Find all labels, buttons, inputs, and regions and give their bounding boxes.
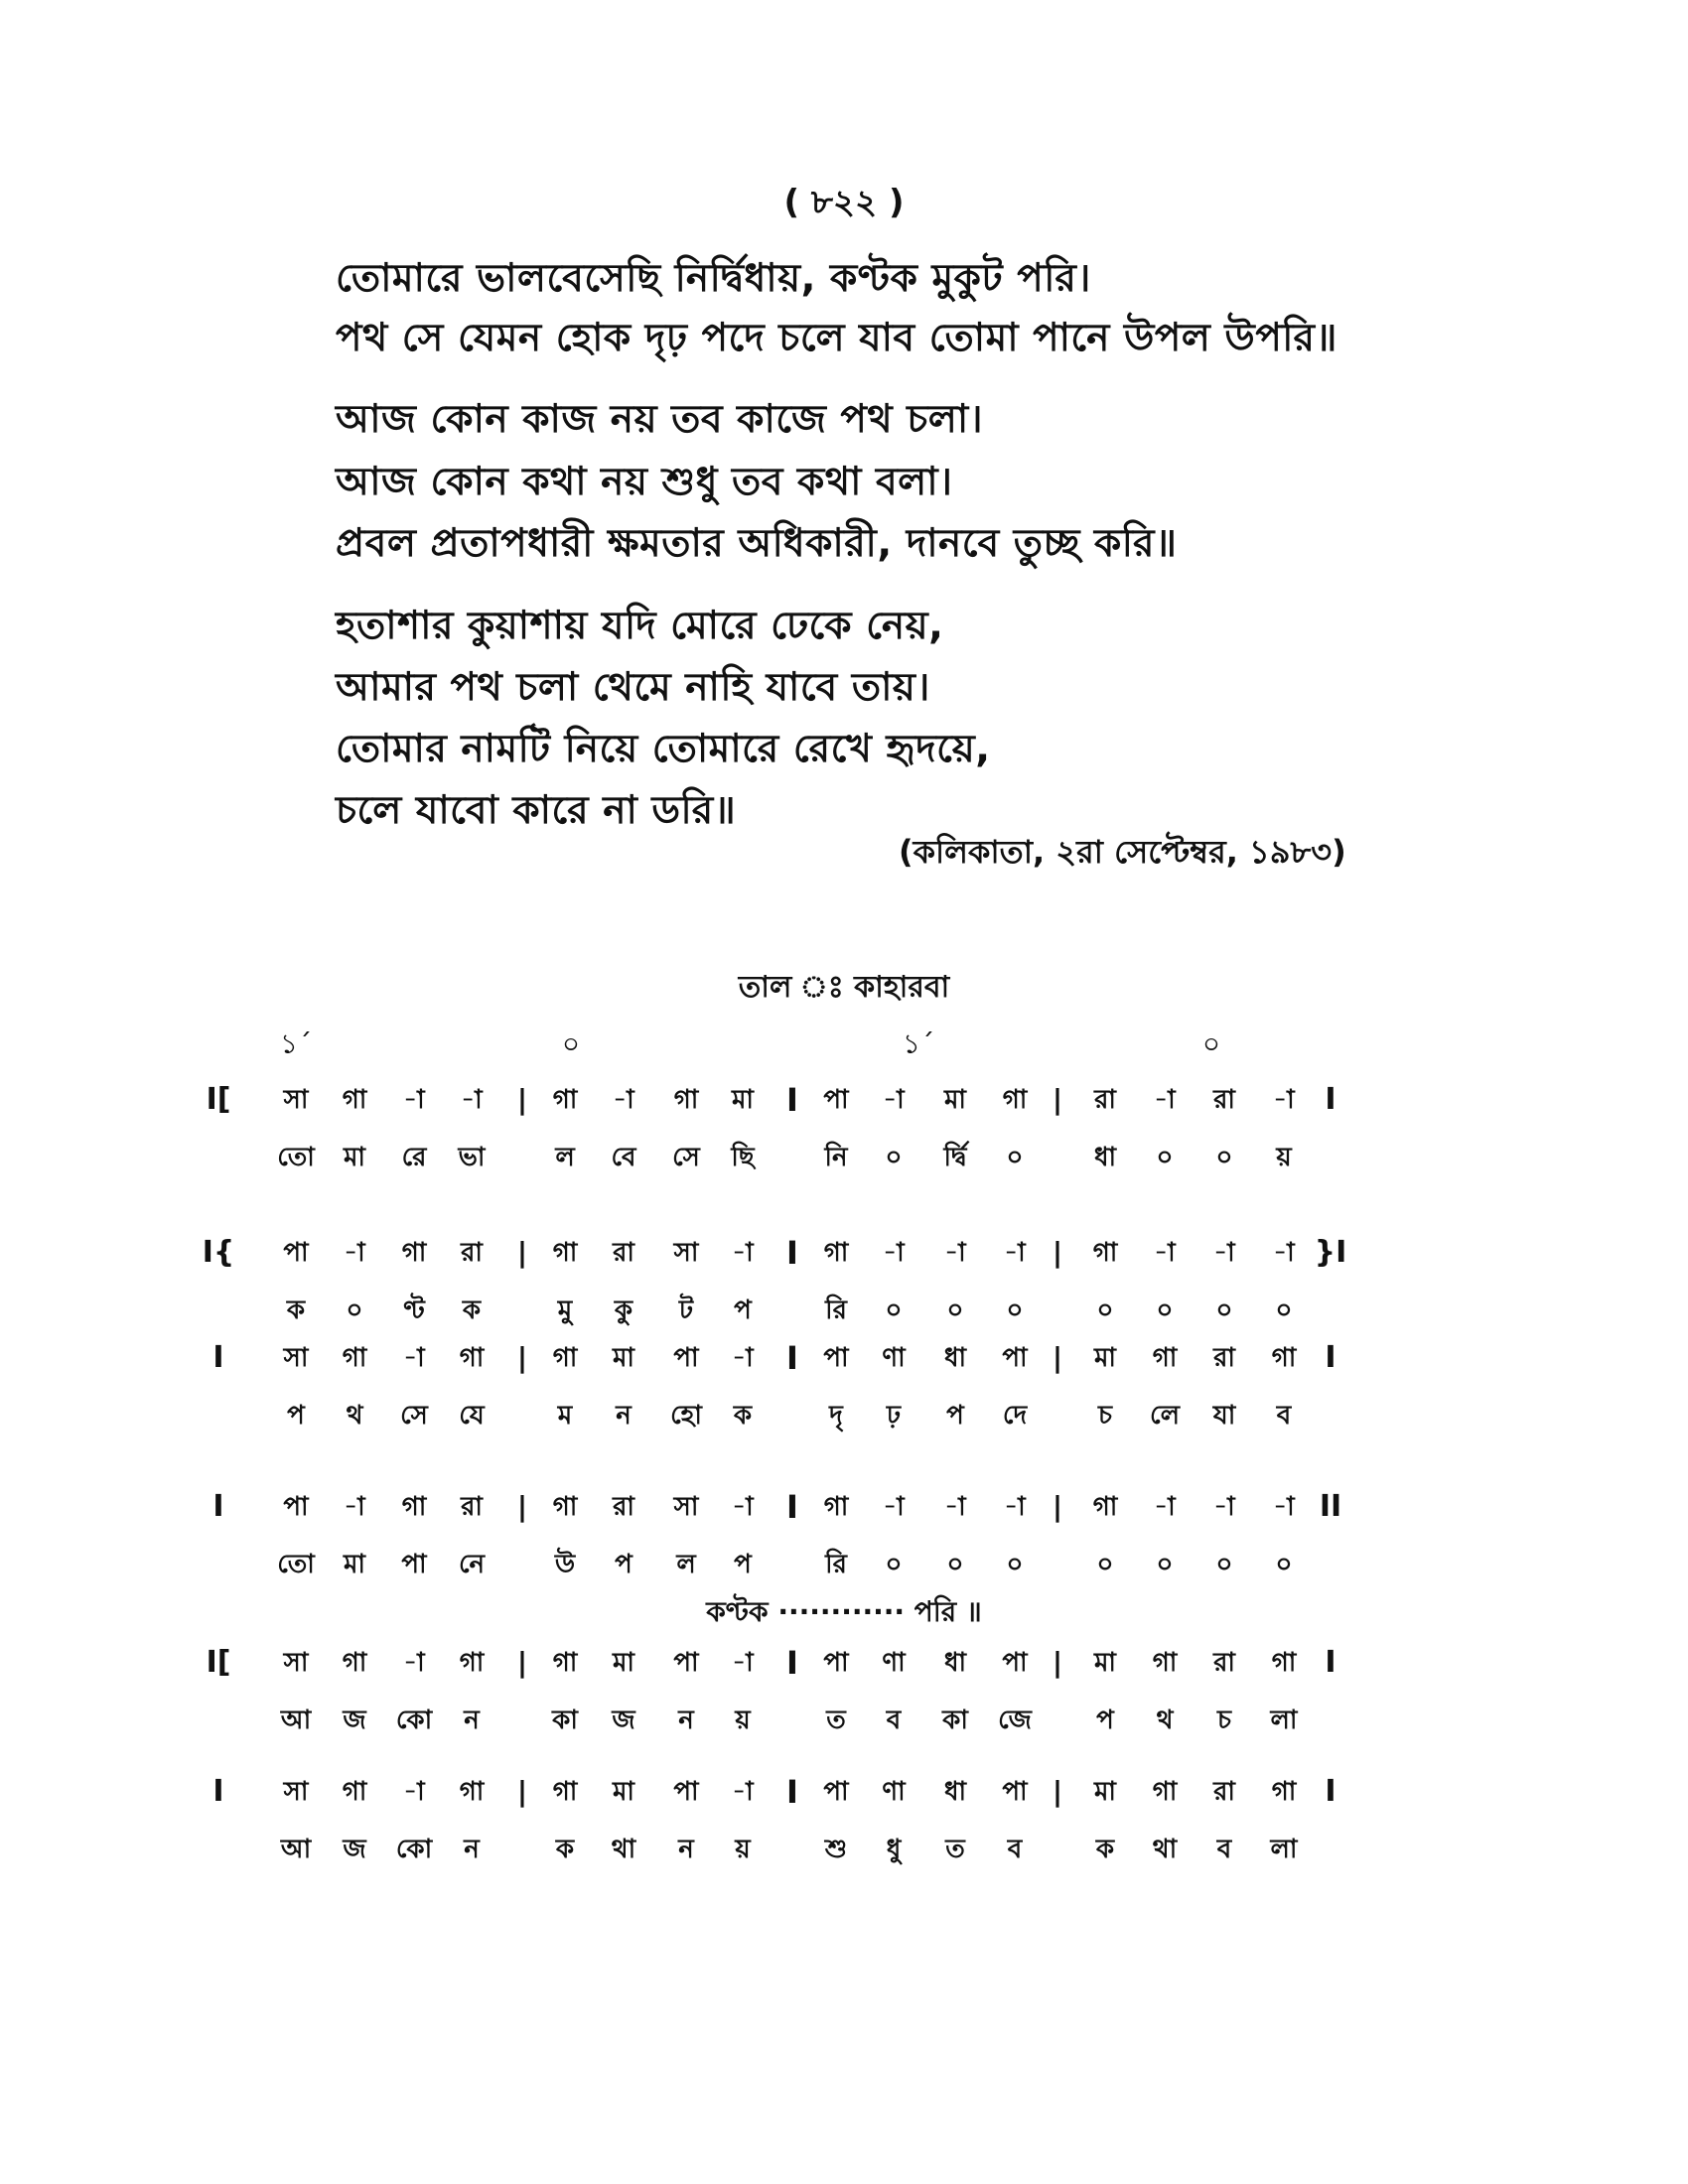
row-open-marker: I{ [202, 1235, 235, 1270]
swara-note: গা [342, 1343, 367, 1373]
bar-line: | [516, 1083, 528, 1116]
swara-note: -া [1004, 1238, 1026, 1268]
syllable: থা [1152, 1835, 1178, 1864]
syllable: চ [1216, 1706, 1232, 1735]
swara-note: গা [1092, 1238, 1118, 1268]
swara-note: -া [613, 1085, 634, 1115]
syllable: ক [286, 1296, 306, 1325]
swara-note: -া [1154, 1085, 1176, 1115]
page-number: ( ৮২২ ) [783, 183, 905, 222]
syllable: ছি [731, 1143, 755, 1172]
swara-row [0, 1333, 1688, 1383]
swara-note: -া [1273, 1238, 1295, 1268]
row-open-marker: I[ [206, 1082, 231, 1117]
beat-mark: ১´ [279, 1027, 313, 1060]
syllable: রে [401, 1143, 427, 1172]
syllable: হো [670, 1401, 702, 1431]
beat-mark: ০ [561, 1027, 581, 1060]
syllable: চ [1097, 1401, 1113, 1431]
swara-note: -া [403, 1085, 425, 1115]
swara-note: পা [823, 1343, 849, 1373]
syllable: ০ [1215, 1550, 1233, 1579]
swara-note: -া [1004, 1492, 1026, 1522]
swara-note: মা [613, 1777, 634, 1807]
syllable: র্দ্বি [943, 1143, 967, 1172]
syllable: ধু [886, 1835, 902, 1864]
swara-note: সা [283, 1343, 309, 1373]
swara-note: পা [1002, 1648, 1028, 1678]
syllable: ব [886, 1706, 902, 1735]
syllable: ব [1276, 1401, 1292, 1431]
swara-note: -া [883, 1085, 905, 1115]
swara-note: -া [732, 1492, 754, 1522]
syllable: য় [1276, 1143, 1292, 1172]
swara-note: মা [944, 1085, 966, 1115]
row-close-marker: I [1325, 1340, 1336, 1375]
lyric-line: পথ সে যেমন হোক দৃঢ় পদে চলে যাব তোমা পানে উপল উপরি॥ [336, 316, 1337, 360]
swara-note: পা [823, 1648, 849, 1678]
swara-note: -া [1273, 1492, 1295, 1522]
syllable: ০ [1275, 1296, 1293, 1325]
syllable: ০ [346, 1296, 363, 1325]
syllable: ক [1095, 1835, 1115, 1864]
swara-note: -া [1154, 1492, 1176, 1522]
swara-note: ণা [882, 1343, 906, 1373]
swara-note: -া [403, 1343, 425, 1373]
swara-note: -া [732, 1777, 754, 1807]
swara-row [0, 1075, 1688, 1125]
swara-note: রা [1213, 1085, 1235, 1115]
syllable: ণ্ট [403, 1296, 425, 1325]
swara-note: পা [823, 1085, 849, 1115]
bar-line: | [516, 1341, 528, 1374]
swara-note: মা [1094, 1648, 1116, 1678]
swara-note: পা [1002, 1343, 1028, 1373]
swara-note: সা [673, 1238, 699, 1268]
lyric-line: আজ কোন কথা নয় শুধু তব কথা বলা। [336, 460, 953, 504]
lyric-line: তোমার নামটি নিয়ে তোমারে রেখে হৃদয়ে, [336, 727, 991, 771]
syllable: ঢ় [886, 1401, 902, 1431]
swara-note: রা [613, 1238, 634, 1268]
syllable: জে [998, 1706, 1032, 1735]
swara-note: -া [403, 1648, 425, 1678]
swara-note: গা [1152, 1343, 1178, 1373]
swara-note: গা [552, 1492, 578, 1522]
syllable-row [0, 1391, 1688, 1440]
syllable: দে [1002, 1401, 1028, 1431]
syllable: লা [1270, 1835, 1298, 1864]
syllable: ০ [1006, 1550, 1024, 1579]
syllable: ০ [946, 1296, 964, 1325]
syllable: সে [400, 1401, 428, 1431]
swara-note: গা [823, 1238, 849, 1268]
syllable: তো [277, 1143, 315, 1172]
swara-note: গা [1271, 1648, 1297, 1678]
syllable: লে [1150, 1401, 1180, 1431]
syllable: তো [277, 1550, 315, 1579]
swara-note: গা [459, 1648, 485, 1678]
lyric-line: আমার পথ চলা থেমে নাহি যাবে তায়। [336, 665, 930, 710]
syllable: ত [945, 1835, 965, 1864]
swara-note: গা [552, 1648, 578, 1678]
syllable: নে [458, 1550, 486, 1579]
swara-note: রা [461, 1492, 483, 1522]
beat-mark: ১´ [902, 1027, 935, 1060]
tala-title: তাল ঃ কাহারবা [738, 970, 950, 1005]
swara-note: গা [673, 1085, 699, 1115]
swara-note: সা [283, 1777, 309, 1807]
syllable: ০ [946, 1550, 964, 1579]
swara-note: -া [1213, 1238, 1235, 1268]
syllable: দৃ [829, 1401, 843, 1431]
syllable: প [287, 1401, 305, 1431]
swara-note: -া [344, 1492, 365, 1522]
row-open-marker: I[ [206, 1645, 231, 1680]
swara-note: সা [283, 1648, 309, 1678]
bar-line: | [1052, 1236, 1063, 1269]
row-close-marker: I [1325, 1645, 1336, 1680]
swara-note: পা [283, 1492, 309, 1522]
syllable: ব [1216, 1835, 1232, 1864]
bar-line: | [516, 1646, 528, 1679]
bar-line: | [1052, 1775, 1063, 1808]
syllable: ০ [1275, 1550, 1293, 1579]
syllable: ০ [1096, 1550, 1114, 1579]
bar-line: | [516, 1775, 528, 1808]
syllable: ০ [1215, 1143, 1233, 1172]
syllable: লা [1270, 1706, 1298, 1735]
syllable: ভা [458, 1143, 486, 1172]
swara-note: -া [1213, 1492, 1235, 1522]
swara-row [0, 1767, 1688, 1817]
syllable: থা [611, 1835, 636, 1864]
syllable: ল [555, 1143, 575, 1172]
syllable: কা [942, 1706, 968, 1735]
swara-note: গা [459, 1777, 485, 1807]
swara-note: গা [1002, 1085, 1028, 1115]
syllable: থ [1156, 1706, 1174, 1735]
syllable: ক [555, 1835, 575, 1864]
syllable: ক [733, 1401, 753, 1431]
swara-note: ধা [943, 1343, 967, 1373]
bar-line: | [1052, 1083, 1063, 1116]
syllable: ব [1007, 1835, 1023, 1864]
swara-note: পা [1002, 1777, 1028, 1807]
bar-line: | [1052, 1646, 1063, 1679]
swara-note: পা [673, 1343, 699, 1373]
syllable: জ [343, 1835, 366, 1864]
lyric-line: প্রবল প্রতাপধারী ক্ষমতার অধিকারী, দানবে তুচ্ছ করি॥ [336, 521, 1178, 566]
swara-note: রা [461, 1238, 483, 1268]
row-close-marker: I [1325, 1774, 1336, 1809]
swara-note: পা [283, 1238, 309, 1268]
syllable: রি [825, 1550, 847, 1579]
swara-note: গা [552, 1238, 578, 1268]
swara-note: -া [732, 1648, 754, 1678]
syllable: য় [735, 1835, 751, 1864]
swara-note: -া [403, 1777, 425, 1807]
syllable: ম [557, 1401, 573, 1431]
row-close-marker: I [1325, 1082, 1336, 1117]
swara-note: পা [673, 1648, 699, 1678]
syllable-row [0, 1696, 1688, 1745]
beat-mark: ০ [1201, 1027, 1221, 1060]
row-open-marker: I [212, 1489, 224, 1524]
swara-note: ধা [943, 1777, 967, 1807]
swara-note: ণা [882, 1648, 906, 1678]
swara-note: মা [613, 1343, 634, 1373]
lyric-line: চলে যাবো কারে না ডরি॥ [336, 788, 737, 833]
swara-note: ণা [882, 1777, 906, 1807]
swara-note: গা [1271, 1777, 1297, 1807]
swara-row [0, 1482, 1688, 1532]
swara-note: ধা [943, 1648, 967, 1678]
syllable: ন [464, 1706, 480, 1735]
syllable: ০ [1096, 1296, 1114, 1325]
swara-note: -া [732, 1238, 754, 1268]
syllable: নি [824, 1143, 848, 1172]
syllable: প [946, 1401, 964, 1431]
syllable: থ [346, 1401, 363, 1431]
swara-note: রা [1094, 1085, 1116, 1115]
swara-note: গা [1152, 1777, 1178, 1807]
swara-row [0, 1228, 1688, 1278]
syllable: কা [552, 1706, 578, 1735]
swara-note: -া [732, 1343, 754, 1373]
bar-line: I [786, 1644, 798, 1682]
syllable: প [615, 1550, 633, 1579]
row-open-marker: I [212, 1340, 224, 1375]
swara-note: পা [823, 1777, 849, 1807]
syllable: ০ [1156, 1550, 1174, 1579]
swara-note: গা [342, 1648, 367, 1678]
swara-note: গা [342, 1085, 367, 1115]
dateline: (কলিকাতা, ২রা সেপ্টেম্বর, ১৯৮৩) [899, 833, 1346, 871]
syllable: ০ [1006, 1143, 1024, 1172]
bar-line: | [516, 1490, 528, 1523]
syllable: ০ [885, 1296, 903, 1325]
swara-note: গা [1271, 1343, 1297, 1373]
swara-note: -া [883, 1238, 905, 1268]
bar-line: I [786, 1081, 798, 1119]
syllable: জ [612, 1706, 635, 1735]
swara-note: রা [613, 1492, 634, 1522]
swara-note: সা [283, 1085, 309, 1115]
swara-note: গা [552, 1085, 578, 1115]
swara-note: গা [823, 1492, 849, 1522]
syllable-row [0, 1133, 1688, 1182]
syllable: ধা [1093, 1143, 1117, 1172]
swara-note: গা [552, 1777, 578, 1807]
swara-note: গা [401, 1492, 427, 1522]
syllable: ০ [1006, 1296, 1024, 1325]
swara-note: গা [401, 1238, 427, 1268]
bar-line: | [1052, 1490, 1063, 1523]
syllable: ০ [1156, 1296, 1174, 1325]
syllable: ০ [885, 1550, 903, 1579]
swara-note: -া [461, 1085, 483, 1115]
swara-note: গা [342, 1777, 367, 1807]
lyric-line: হতাশার কুয়াশায় যদি মোরে ঢেকে নেয়, [336, 604, 944, 648]
syllable: সে [672, 1143, 700, 1172]
swara-note: -া [1154, 1238, 1176, 1268]
syllable: ০ [1156, 1143, 1174, 1172]
bar-line: | [1052, 1341, 1063, 1374]
swara-note: পা [673, 1777, 699, 1807]
syllable: ত [826, 1706, 846, 1735]
swara-note: গা [1152, 1648, 1178, 1678]
syllable: যা [1212, 1401, 1236, 1431]
syllable: প [1096, 1706, 1114, 1735]
syllable-row [0, 1825, 1688, 1874]
swara-note: মা [613, 1648, 634, 1678]
swara-note: গা [1092, 1492, 1118, 1522]
syllable: মু [557, 1296, 573, 1325]
syllable: যে [459, 1401, 485, 1431]
swara-note: -া [1273, 1085, 1295, 1115]
swara-note: রা [1213, 1648, 1235, 1678]
swara-note: রা [1213, 1343, 1235, 1373]
swara-note: মা [732, 1085, 754, 1115]
syllable: য় [735, 1706, 751, 1735]
swara-note: -া [344, 1238, 365, 1268]
bar-line: I [786, 1488, 798, 1526]
syllable: ক [462, 1296, 482, 1325]
swara-note: -া [944, 1492, 966, 1522]
syllable: ন [616, 1401, 632, 1431]
lyric-line: তোমারে ভালবেসেছি নির্দ্বিধায়, কণ্টক মুকুট পরি। [336, 256, 1091, 301]
syllable-row [0, 1286, 1688, 1335]
syllable: আ [280, 1706, 312, 1735]
row-open-marker: I [212, 1774, 224, 1809]
syllable: শু [824, 1835, 848, 1864]
bar-line: I [786, 1773, 798, 1811]
syllable: পা [401, 1550, 427, 1579]
syllable: মা [344, 1550, 365, 1579]
syllable: কো [395, 1706, 433, 1735]
swara-note: -া [883, 1492, 905, 1522]
syllable: উ [554, 1550, 576, 1579]
syllable: প [734, 1296, 752, 1325]
lyric-line: আজ কোন কাজ নয় তব কাজে পথ চলা। [336, 397, 984, 442]
syllable-row [0, 1540, 1688, 1589]
swara-note: সা [673, 1492, 699, 1522]
syllable: ন [678, 1835, 694, 1864]
syllable: বে [611, 1143, 636, 1172]
syllable: ল [676, 1550, 696, 1579]
syllable: ট [678, 1296, 694, 1325]
syllable: মা [344, 1143, 365, 1172]
syllable: রি [825, 1296, 847, 1325]
syllable: ন [678, 1706, 694, 1735]
syllable: ন [464, 1835, 480, 1864]
syllable: কো [395, 1835, 433, 1864]
syllable: প [734, 1550, 752, 1579]
swara-note: মা [1094, 1343, 1116, 1373]
syllable: আ [280, 1835, 312, 1864]
syllable: ০ [1215, 1296, 1233, 1325]
syllable: কু [614, 1296, 633, 1325]
syllable: জ [343, 1706, 366, 1735]
row-close-marker: II [1319, 1489, 1342, 1524]
syllable: ০ [885, 1143, 903, 1172]
swara-row [0, 1638, 1688, 1688]
swara-note: -া [944, 1238, 966, 1268]
swara-note: মা [1094, 1777, 1116, 1807]
swara-note: গা [459, 1343, 485, 1373]
swara-note: রা [1213, 1777, 1235, 1807]
swara-note: গা [552, 1343, 578, 1373]
refrain-cue: কণ্টক ············ পরি ॥ [706, 1595, 982, 1628]
bar-line: I [786, 1339, 798, 1377]
row-close-marker: }I [1314, 1235, 1347, 1270]
bar-line: I [786, 1234, 798, 1272]
bar-line: | [516, 1236, 528, 1269]
